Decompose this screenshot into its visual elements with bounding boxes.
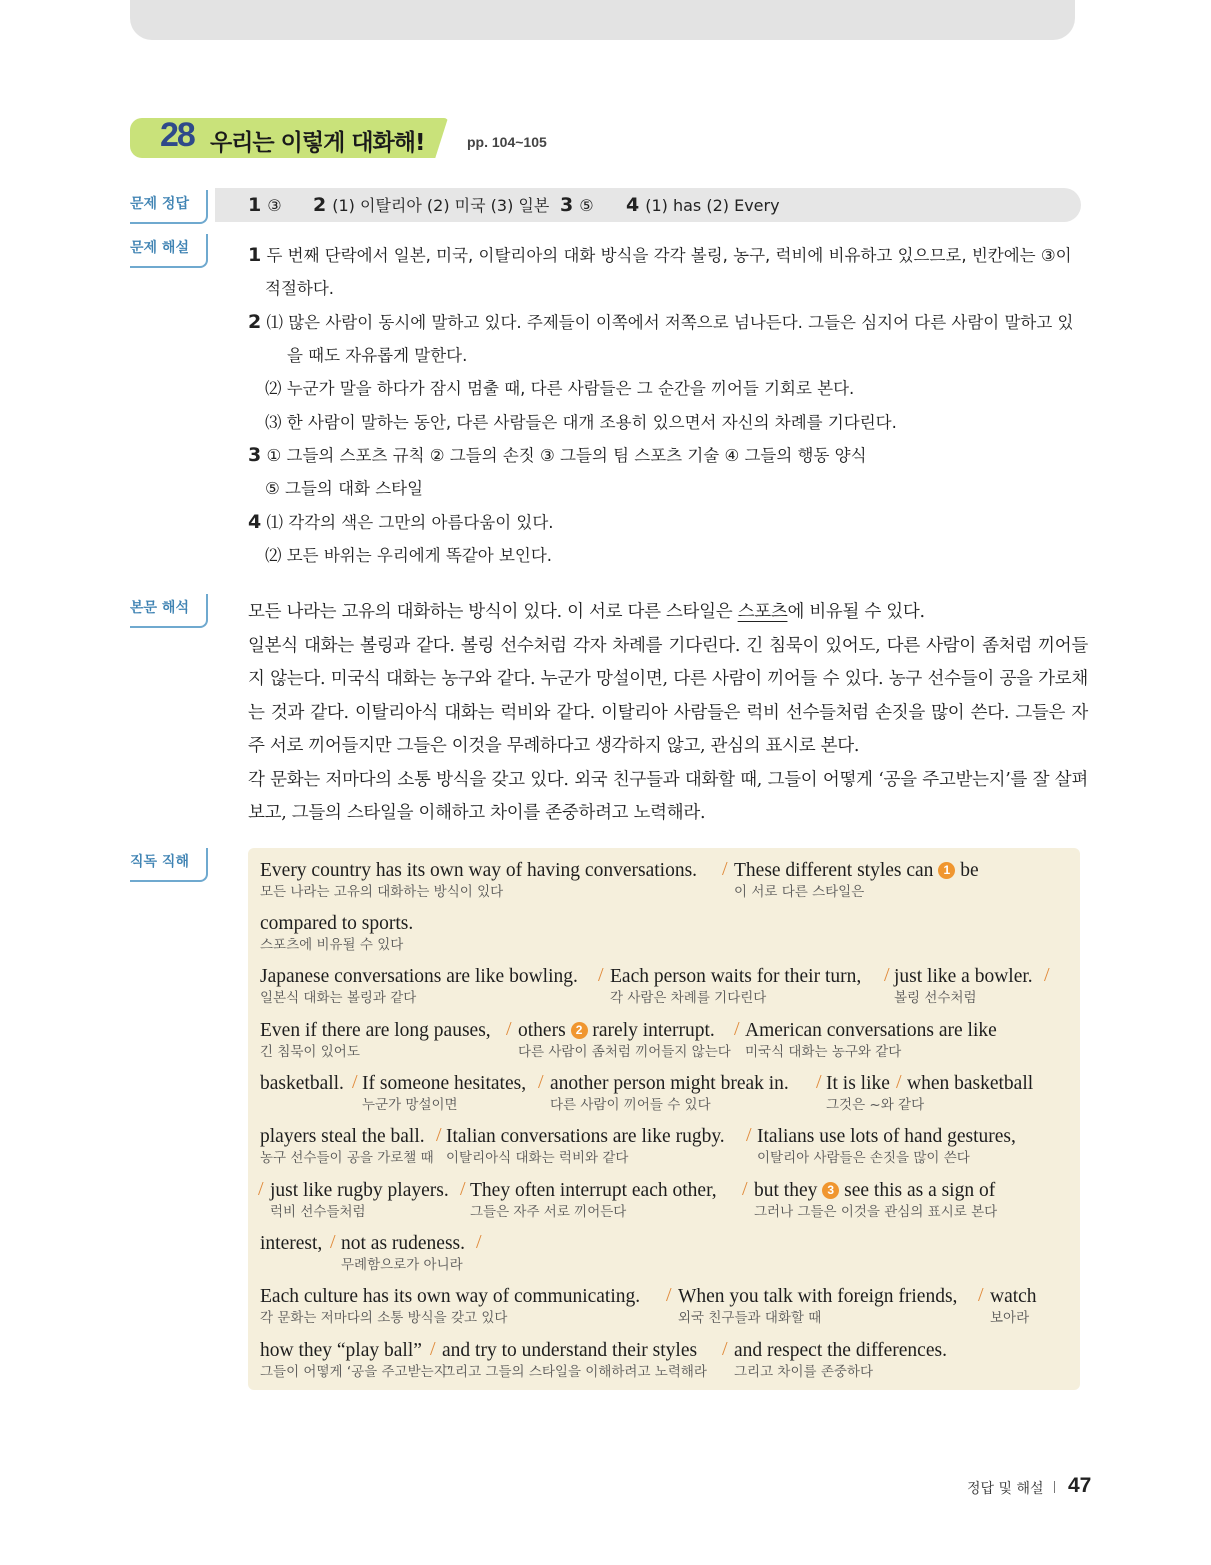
reading-chunk: Japanese conversations are like bowling. 일본식 대화는 볼링과 같다 [260, 966, 578, 1006]
reading-chunk: just like rugby players. 럭비 선수들처럼 [270, 1180, 449, 1220]
slash-divider: / [666, 1284, 672, 1306]
label-translation: 본문 해석 [130, 594, 208, 628]
lesson-pages: pp. 104~105 [467, 134, 547, 150]
slash-divider: / [352, 1071, 358, 1093]
translation-p1: 모든 나라는 고유의 대화하는 방식이 있다. 이 서로 다른 스타일은 스포츠에 비유될 수 있다. [248, 602, 925, 622]
direct-reading-box [248, 848, 1080, 1390]
explanation-line: ⑵ 모든 바위는 우리에게 똑같아 보인다. [265, 546, 553, 565]
slash-divider: / [722, 858, 728, 880]
reading-chunk: They often interrupt each other, 그들은 자주 서로 끼어든다 [470, 1180, 717, 1220]
slash-divider: / [598, 964, 604, 986]
slash-divider: / [722, 1338, 728, 1360]
reading-chunk: Even if there are long pauses, 긴 침묵이 있어도 [260, 1020, 491, 1060]
slash-divider: / [538, 1071, 544, 1093]
reading-chunk: watch 보아라 [990, 1286, 1037, 1326]
reading-chunk: compared to sports. 스포츠에 비유될 수 있다 [260, 913, 414, 953]
number-marker-icon: 2 [571, 1022, 588, 1039]
reading-chunk: It is like 그것은 ~와 같다 [826, 1073, 925, 1113]
slash-divider: / [884, 964, 890, 986]
explanation-line: 4 ⑴ 각각의 색은 그만의 아름다움이 있다. [248, 511, 554, 533]
slash-divider: / [896, 1071, 902, 1093]
reading-chunk: others 2 rarely interrupt. 다른 사람이 좀처럼 끼어들지 않는다 [518, 1020, 731, 1060]
slash-divider: / [460, 1178, 466, 1200]
slash-divider: / [330, 1231, 336, 1253]
label-answers: 문제 정답 [130, 190, 208, 224]
lesson-number: 28 [160, 116, 194, 154]
reading-chunk: but they 3 see this as a sign of 그러나 그들은 이것을 관심의 표시로 본다 [754, 1180, 998, 1220]
translation-text [248, 596, 1088, 831]
translation-p3: 각 문화는 저마다의 소통 방식을 갖고 있다. 외국 친구들과 대화할 때, 그들이 어떻게 ‘공을 주고받는지’를 잘 살펴보고, 그들의 스타일을 이해하고 차이를 존중하려고 노력해라. [248, 769, 1088, 823]
explanation-line: 을 때도 자유롭게 말한다. [287, 346, 468, 365]
number-marker-icon: 3 [822, 1182, 839, 1199]
footer-separator [1054, 1481, 1055, 1493]
slash-divider: / [742, 1178, 748, 1200]
slash-divider: / [506, 1018, 512, 1040]
lesson-title: 우리는 이렇게 대화해! [210, 130, 425, 156]
label-direct-reading: 직독 직해 [130, 848, 208, 882]
reading-chunk: interest, [260, 1233, 323, 1254]
slash-divider: / [816, 1071, 822, 1093]
top-band [130, 0, 1075, 40]
reading-chunk: American conversations are like 미국식 대화는 농구와 같다 [745, 1020, 997, 1060]
slash-divider: / [436, 1124, 442, 1146]
number-marker-icon: 1 [938, 862, 955, 879]
slash-divider: / [476, 1231, 482, 1253]
reading-chunk: when basketball [907, 1073, 1034, 1094]
reading-chunk: These different styles can 1 be 이 서로 다른 스타일은 [734, 860, 979, 900]
explanation-line: 3 ① 그들의 스포츠 규칙 ② 그들의 손짓 ③ 그들의 팀 스포츠 기술 ④ 그들의 행동 양식 [248, 444, 867, 466]
reading-chunk: basketball. [260, 1073, 344, 1094]
slash-divider: / [734, 1018, 740, 1040]
slash-divider: / [430, 1338, 436, 1360]
reading-chunk: another person might break in. 다른 사람이 끼어들 수 있다 [550, 1073, 789, 1113]
reading-chunk: Every country has its own way of having conversations. 모든 나라는 고유의 대화하는 방식이 있다 [260, 860, 698, 900]
reading-chunk: players steal the ball. 농구 선수들이 공을 가로챌 때 [260, 1126, 434, 1166]
slash-divider: / [978, 1284, 984, 1306]
reading-chunk: and try to understand their styles 그리고 그들의 스타일을 이해하려고 노력해라 [442, 1340, 707, 1380]
answer-bar [215, 188, 1081, 222]
reading-chunk: If someone hesitates, 누군가 망설이면 [362, 1073, 527, 1113]
reading-chunk: Italian conversations are like rugby. 이탈리아식 대화는 럭비와 같다 [446, 1126, 725, 1166]
slash-divider: / [746, 1124, 752, 1146]
reading-chunk: not as rudeness. 무례함으로가 아니라 [341, 1233, 466, 1273]
slash-divider: / [1044, 964, 1050, 986]
explanation-line: ⑵ 누군가 말을 하다가 잠시 멈출 때, 다른 사람들은 그 순간을 끼어들 기회로 본다. [265, 379, 855, 398]
slash-divider: / [258, 1178, 264, 1200]
answer-3: 3 ⑤ [560, 194, 594, 216]
answer-4: 4 (1) has (2) Every [626, 194, 780, 216]
reading-chunk: and respect the differences. 그리고 차이를 존중하다 [734, 1340, 947, 1380]
explanation-line: 2 ⑴ 많은 사람이 동시에 말하고 있다. 주제들이 이쪽에서 저쪽으로 넘나든다. 그들은 심지어 다른 사람이 말하고 있 [248, 311, 1074, 333]
reading-chunk: When you talk with foreign friends, 외국 친구들과 대화할 때 [678, 1286, 958, 1326]
explanation-line: ⑤ 그들의 대화 스타일 [265, 479, 424, 498]
translation-p2: 일본식 대화는 볼링과 같다. 볼링 선수처럼 각자 차례를 기다린다. 긴 침묵이 있어도, 다른 사람이 좀처럼 끼어들지 않는다. 미국식 대화는 농구와 같다. 누군가 망설이면, 다른 사람이 끼어들 수 있다. 농구 선수들이 공을 가로채는 것과 같다. 이탈리아식 대화는 럭비와 같다. 이탈리아 사람들은 럭비 선수들처럼 손짓을 많이 쓴다. 그들은 자주 서로 끼어들지만 그들은 이것을 무례하다고 생각하지 않고, 관심의 표시로 본다. [248, 635, 1088, 756]
explanation-line: ⑶ 한 사람이 말하는 동안, 다른 사람들은 대개 조용히 있으면서 자신의 차례를 기다린다. [265, 413, 897, 432]
page-number: 47 [1068, 1474, 1092, 1497]
reading-chunk: how they “play ball” 그들이 어떻게 ‘공을 주고받는지’ [260, 1340, 451, 1380]
answer-2: 2 (1) 이탈리아 (2) 미국 (3) 일본 [313, 194, 550, 216]
reading-chunk: Each person waits for their turn, 각 사람은 차례를 기다린다 [610, 966, 862, 1006]
answer-1: 1 ③ [248, 194, 282, 216]
footer-label: 정답 및 해설 [967, 1481, 1044, 1497]
reading-chunk: just like a bowler. 볼링 선수처럼 [894, 966, 1033, 1006]
label-explanations: 문제 해설 [130, 234, 208, 268]
reading-chunk: Italians use lots of hand gestures, 이탈리아 사람들은 손짓을 많이 쓴다 [757, 1126, 1016, 1166]
explanation-line: 1 두 번째 단락에서 일본, 미국, 이탈리아의 대화 방식을 각각 볼링, 농구, 럭비에 비유하고 있으므로, 빈칸에는 ③이 [248, 244, 1072, 266]
reading-chunk: Each culture has its own way of communicating. 각 문화는 저마다의 소통 방식을 갖고 있다 [260, 1286, 641, 1326]
explanation-line: 적절하다. [265, 279, 335, 298]
